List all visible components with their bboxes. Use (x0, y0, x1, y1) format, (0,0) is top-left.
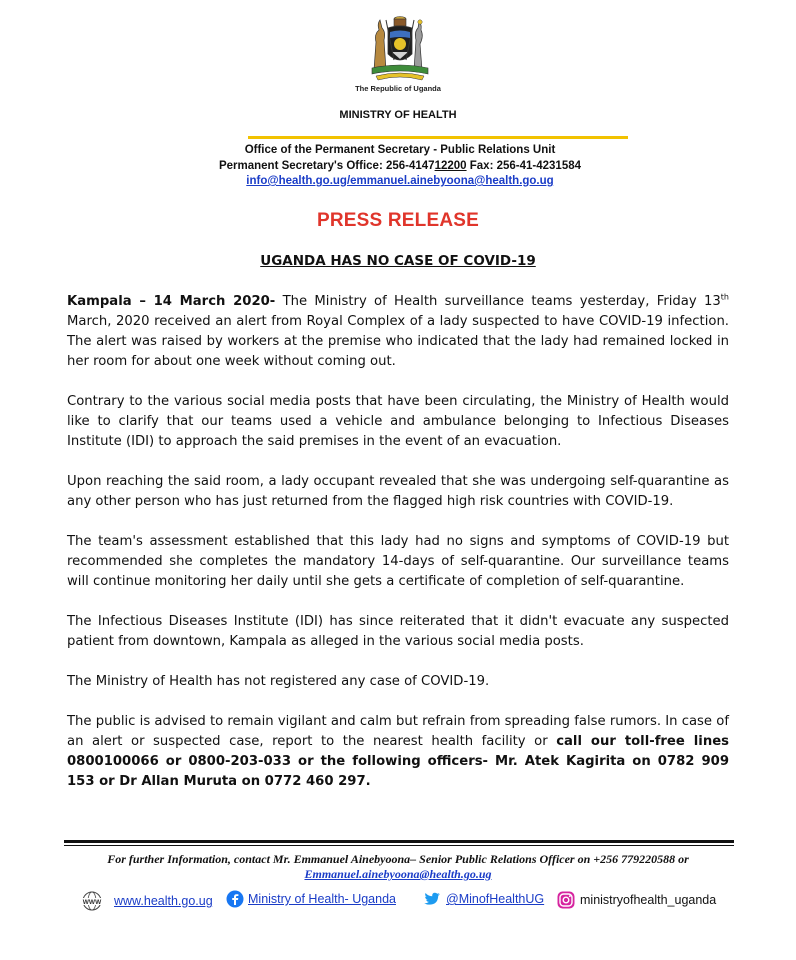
p7-contacts: call our toll-free lines 0800100066 or 0800-203-033 or the following officers- Mr. Atek Kagirita on 0782 909 153 or Dr Allan Muruta on 0772 460 297. (67, 734, 729, 789)
header-divider (248, 136, 628, 139)
further-or: or (675, 852, 689, 866)
further-info (88, 852, 708, 882)
paragraph-5: The Infectious Diseases Institute (IDI) has since reiterated that it didn't evacuate any suspected patient from downtown, Kampala as alleged in the various social media posts. (67, 614, 729, 649)
phone-prefix: Permanent Secretary's Office: 256-4147 (218, 159, 435, 172)
further-info-text: For further Information, contact Mr. Emmanuel Ainebyoona– Senior Public Relations Officer on +256 779220588 (107, 852, 676, 866)
twitter-link[interactable]: @MinofHealthUG (446, 892, 545, 906)
dateline: Kampala – 14 March 2020- (67, 294, 276, 309)
headline: UGANDA HAS NO CASE OF COVID-19 (260, 253, 536, 269)
phone-suffix: Fax: 256-41-4231584 (466, 159, 582, 172)
p1-text-b: March, 2020 received an alert from Royal Complex of a lady suspected to have COVID-19 infection. The alert was raised by workers at the premise who indicated that the lady had remained locked in her room for about one week without coming out. (67, 314, 729, 369)
phone-line (180, 159, 620, 175)
p1-superscript: th (720, 292, 729, 302)
republic-label: The Republic of Uganda (355, 84, 441, 93)
paragraph-6: The Ministry of Health has not registered any case of COVID-19. (67, 674, 490, 689)
press-release-body (67, 292, 729, 812)
p1-text-a: The Ministry of Health surveillance teams yesterday, Friday 13 (275, 294, 721, 309)
p7-text: The public is advised to remain vigilant and calm but refrain from spreading false rumors. In case of an alert or suspected case, report to the nearest health facility or (67, 714, 729, 749)
press-release-title: PRESS RELEASE (316, 210, 480, 231)
facebook-link[interactable]: Ministry of Health- Uganda (248, 892, 396, 906)
footer-links (0, 888, 796, 914)
paragraph-7 (67, 712, 729, 792)
paragraph-2: Contrary to the various social media posts that have been circulating, the Ministry of Health would like to clarify that our teams used a vehicle and ambulance belonging to Infectious Diseases Institute (IDI) to approach the said premises in the event of an evacuation. (67, 394, 729, 449)
footer-separator (64, 840, 734, 846)
paragraph-3: Upon reaching the said room, a lady occupant revealed that she was undergoing self-quarantine as any other person who has just returned from the flagged high risk countries with COVID-19. (67, 474, 729, 509)
instagram-handle[interactable]: ministryofhealth_uganda (580, 893, 717, 907)
svg-text:WWW: WWW (82, 899, 102, 906)
paragraph-1 (67, 292, 729, 372)
facebook-item[interactable] (226, 890, 396, 908)
facebook-icon (226, 890, 244, 908)
further-email-link[interactable]: Emmanuel.ainebyoona@health.go.ug (304, 867, 492, 881)
website-link[interactable]: www.health.go.ug (114, 894, 213, 908)
header-email-link[interactable]: info@health.go.ug/emmanuel.ainebyoona@health.go.ug (246, 175, 554, 187)
office-block (180, 143, 620, 190)
paragraph-4: The team's assessment established that this lady had no signs and symptoms of COVID-19 but recommended she completes the mandatory 14-days of self-quarantine. Our surveillance teams will continue monitoring her daily until she gets a certificate of completion of self-quarantine. (67, 534, 729, 589)
ministry-name: MINISTRY OF HEALTH (339, 109, 457, 121)
website-item[interactable] (80, 890, 213, 912)
office-line: Office of the Permanent Secretary - Public Relations Unit (244, 144, 556, 156)
instagram-item[interactable] (556, 890, 716, 910)
coat-of-arms (364, 10, 436, 82)
instagram-icon (556, 890, 576, 910)
twitter-icon (422, 890, 442, 908)
phone-underlined: 12200 (434, 159, 467, 172)
twitter-item[interactable] (422, 890, 544, 908)
www-globe-icon (80, 890, 104, 912)
